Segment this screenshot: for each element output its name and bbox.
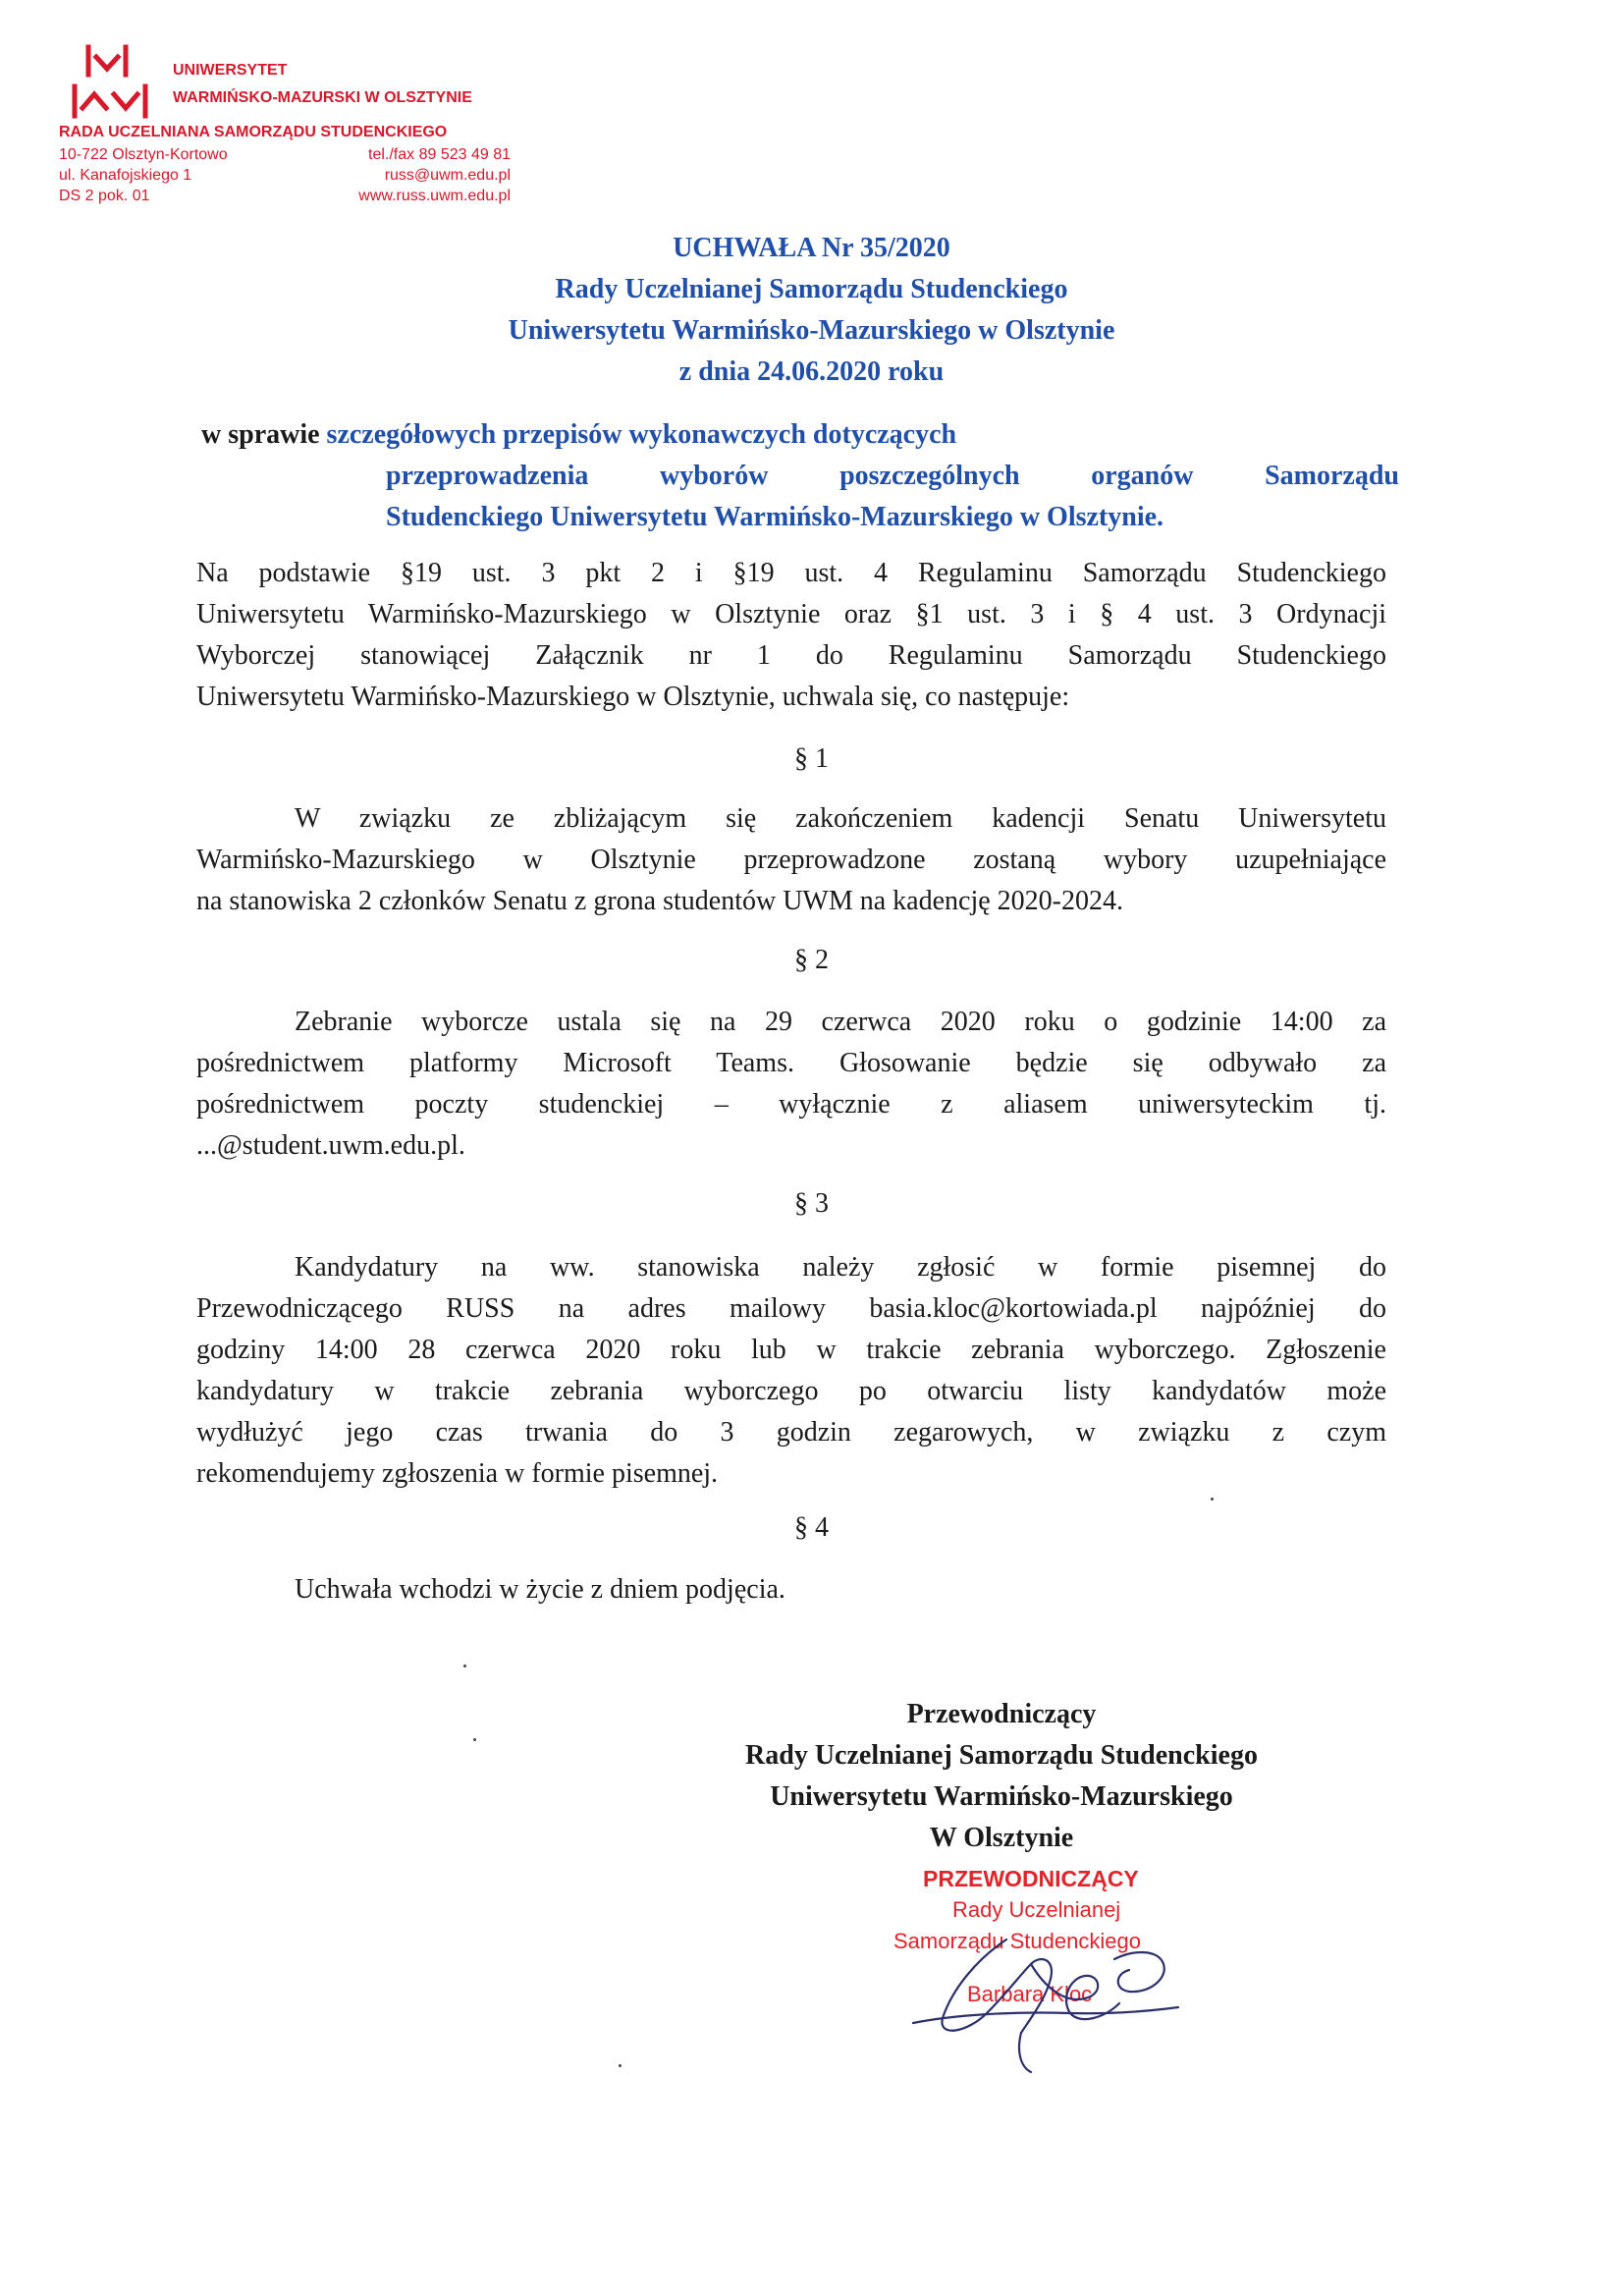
section-heading: § 1 — [794, 743, 829, 774]
website: www.russ.uwm.edu.pl — [358, 188, 511, 204]
university-name-line1: UNIWERSYTET — [173, 62, 288, 79]
phone: tel./fax 89 523 49 81 — [368, 146, 511, 163]
signer-line1: Przewodniczący — [906, 1699, 1097, 1729]
scan-artifact — [619, 2064, 622, 2067]
handwritten-signature — [884, 1905, 1247, 2082]
section-line: kandydatury w trakcie zebrania wyborczego po otwarciu listy kandydatów może — [196, 1376, 1386, 1406]
address-line1: 10-722 Olsztyn-Kortowo — [59, 146, 228, 163]
signer-line2: Rady Uczelnianej Samorządu Studenckiego — [745, 1740, 1258, 1771]
stamp-line2: Rady Uczelnianej — [952, 1897, 1121, 1922]
preamble — [196, 553, 1386, 718]
section-4-body — [295, 1569, 1375, 1611]
title-line1: UCHWAŁA Nr 35/2020 — [673, 233, 950, 263]
section-line: pośrednictwem platformy Microsoft Teams. Głosowanie będzie się odbywało za — [196, 1048, 1386, 1078]
stamp-line1: PRZEWODNICZĄCY — [923, 1866, 1139, 1891]
scan-artifact — [1211, 1498, 1214, 1501]
section-heading: § 4 — [794, 1512, 829, 1543]
subject-lead: w sprawie — [201, 419, 327, 450]
section-1-body — [196, 798, 1386, 922]
title-line3: Uniwersytetu Warmińsko-Mazurskiego w Olsztynie — [508, 315, 1115, 346]
resolution-title — [0, 228, 1623, 393]
section-line: Kandydatury na ww. stanowiska należy zgłosić w formie pisemnej do — [295, 1252, 1386, 1283]
section-line: godziny 14:00 28 czerwca 2020 roku lub w trakcie zebrania wyborczego. Zgłoszenie — [196, 1335, 1386, 1365]
scan-artifact — [463, 1665, 466, 1667]
section-line: Przewodniczącego RUSS na adres mailowy basia.kloc@kortowiada.pl najpóźniej do — [196, 1293, 1386, 1324]
section-line: W związku ze zbliżającym się zakończeniem kadencji Senatu Uniwersytetu — [295, 803, 1386, 834]
title-line4: z dnia 24.06.2020 roku — [678, 356, 945, 387]
section-line: wydłużyć jego czas trwania do 3 godzin zegarowych, w związku z czym — [196, 1417, 1386, 1448]
section-line: rekomendujemy zgłoszenia w formie pisemnej. — [196, 1458, 719, 1489]
scan-artifact — [473, 1738, 476, 1741]
official-stamp — [884, 1866, 1247, 2082]
preamble-line2: Uniwersytetu Warmińsko-Mazurskiego w Olsztynie oraz §1 ust. 3 i § 4 ust. 3 Ordynacji — [196, 599, 1386, 629]
section-line: Zebranie wyborcze ustala się na 29 czerwca 2020 roku o godzinie 14:00 za — [295, 1007, 1386, 1037]
section-3-body — [196, 1247, 1386, 1495]
section-line: pośrednictwem poczty studenckiej – wyłącznie z aliasem uniwersyteckim tj. — [196, 1089, 1386, 1120]
university-name-line2: WARMIŃSKO-MAZURSKI W OLSZTYNIE — [173, 89, 472, 106]
section-line: Warmińsko-Mazurskiego w Olsztynie przeprowadzone zostaną wybory uzupełniające — [196, 845, 1386, 875]
signatory-block — [628, 1694, 1375, 1859]
subject-line3: Studenckiego Uniwersytetu Warmińsko-Mazurskiego w Olsztynie. — [386, 502, 1164, 532]
section-heading: § 3 — [794, 1188, 829, 1219]
preamble-line4: Uniwersytetu Warmińsko-Mazurskiego w Olsztynie, uchwala się, co następuje: — [196, 682, 1070, 712]
address-line3: DS 2 pok. 01 — [59, 188, 150, 204]
stamp-line3: Samorządu Studenckiego — [893, 1929, 1141, 1953]
section-line: ...@student.uwm.edu.pl. — [196, 1130, 465, 1161]
preamble-line3: Wyborczej stanowiącej Załącznik nr 1 do Regulaminu Samorządu Studenckiego — [196, 640, 1386, 671]
subject-line1: szczegółowych przepisów wykonawczych dotyczących — [326, 419, 957, 450]
section-line: na stanowiska 2 członków Senatu z grona studentów UWM na kadencję 2020-2024. — [196, 886, 1123, 916]
council-name: RADA UCZELNIANA SAMORZĄDU STUDENCKIEGO — [59, 124, 448, 140]
section-line: Uchwała wchodzi w życie z dniem podjęcia. — [295, 1574, 785, 1605]
resolution-subject — [201, 414, 1399, 538]
university-logo — [71, 43, 159, 122]
letterhead-contact — [59, 122, 511, 206]
title-line2: Rady Uczelnianej Samorządu Studenckiego — [555, 274, 1068, 304]
subject-line2: przeprowadzenia wyborów poszczególnych organów Samorządu — [386, 461, 1399, 491]
email: russ@uwm.edu.pl — [384, 167, 511, 184]
address-line2: ul. Kanafojskiego 1 — [59, 167, 192, 184]
signer-line3: Uniwersytetu Warmińsko-Mazurskiego — [770, 1781, 1233, 1812]
section-heading: § 2 — [794, 945, 829, 975]
preamble-line1: Na podstawie §19 ust. 3 pkt 2 i §19 ust. 4 Regulaminu Samorządu Studenckiego — [196, 558, 1386, 588]
university-name — [173, 57, 472, 112]
section-2-body — [196, 1002, 1386, 1167]
signer-line4: W Olsztynie — [929, 1823, 1074, 1853]
stamp-line4: Barbara Kloc — [967, 1982, 1093, 2006]
